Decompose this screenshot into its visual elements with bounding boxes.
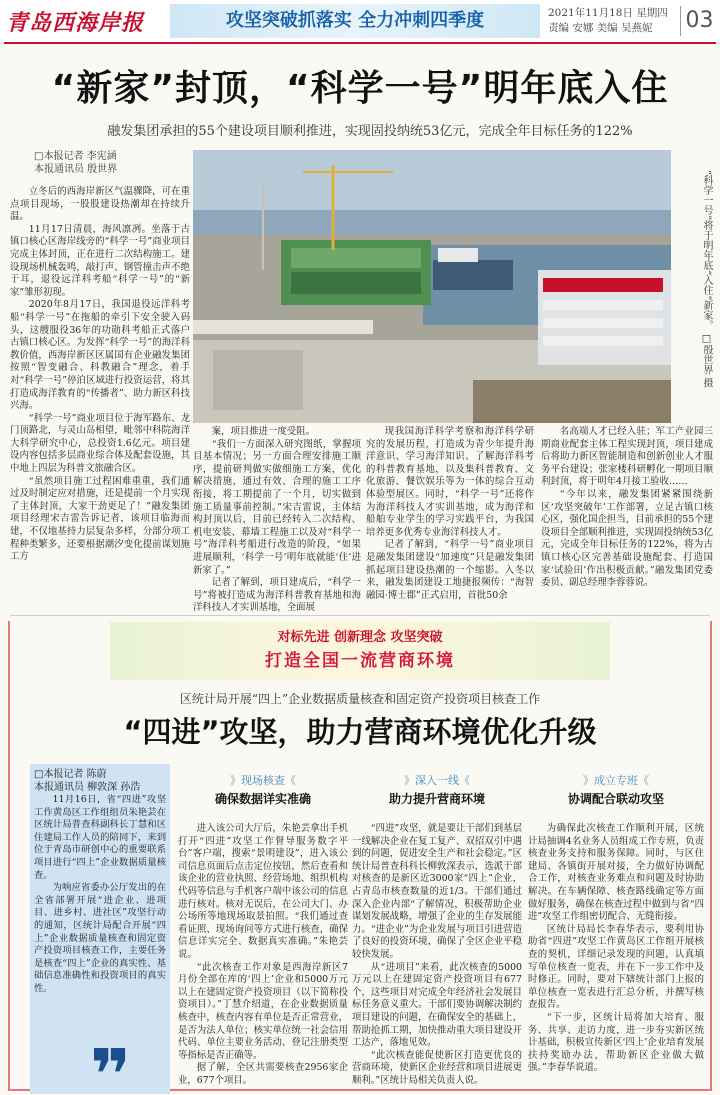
paragraph: 名高端人才已经入驻；军工产业园三期商业配套主体工程实现封顶，项目建成后将助力新区智能制造和创新创业人才服务平台建设；张家楼科研孵化一期项目顺利封顶，将于明年4月接工验收……: [541, 426, 713, 488]
banner-title: 打造全国一流营商环境: [265, 651, 455, 671]
section-body: [352, 823, 522, 1087]
section-kicker: 》成立专班《: [583, 774, 649, 787]
paragraph: “虽然项目施工过程困难重重，我们通过及时制定应对措施，还是提前一个月实现了主体封顶，大家干劲更足了！”融发集团项目经理宋吉雷告诉记者，该项目临海而建，不仅地基持力层复杂多样，分部分项工程种类繁多，还要根据潮汐变化提前谋划施工方: [10, 475, 190, 563]
paragraph: 区统计局局长李春华表示，要利用协助省“四进”攻坚工作黄岛区工作组开展核查的契机，详细记录发现的问题，认真填写单位核查一览表，并在下一步工作中及时修正。同时，要对下辖统计部门上报的单位核查一览表进行汇总分析，并撰写核查报告。: [528, 923, 704, 1011]
slogan-text: 攻坚突破抓落实 全力冲刺四季度: [225, 10, 485, 31]
paragraph: 11月17日清晨，海风凛冽。坐落于古镇口核心区海岸线旁的“科学一号”商业项目完成主体封顶，正在进行二次结构施工。建设现场机械轰鸣，敲打声、钢管撞击声不绝于耳，退役远洋科考船“科学一号”的“新家”雏形初现。: [10, 223, 190, 298]
slogan-banner: [170, 4, 540, 38]
page-number: 03: [680, 6, 718, 36]
article1-byline: [34, 150, 194, 176]
issue-info: [548, 6, 678, 36]
section-title: 确保数据详实准确: [214, 792, 311, 806]
paragraph: “四进”攻坚，就是要让干部们到基层一线解决企业在复工复产、双招双引中遇到的问题，促进安全生产和社会稳定。”区统计局普查科科长柳敦深表示，选派干部对核查的是新区近3000家“四上”企业，占青岛市核查数量的近1/3。干部们通过深入企业内部“了解情况，积极帮助企业谋划发展战略，增强了企业的生存发展能力。“进企业”为企业发展与项目引进营造了良好的投资环境，确保了全区企业平稳较快发展。: [352, 823, 522, 960]
page-header: [0, 0, 720, 42]
article1-column-2: [193, 426, 361, 615]
paragraph: 2020年8月17日，我国退役远洋科考船“科学一号”在拖船的牵引下安全驶入码头，这艘服役36年的功勋科考船正式落户古镇口核心区。为发挥“科学一号”的海洋科教价值，西海岸新区区属国有企业融发集团按照“智变融合、科教融合”理念，着手对“科学一号”停泊区域进行投资运营，将其打造成海洋教育的“传播者”、助力新区科技兴海。: [10, 299, 190, 412]
section-title: 协调配合联动攻坚: [567, 792, 664, 806]
quote-mark-icon: ❞: [90, 1034, 132, 1095]
section-body: [528, 823, 704, 1075]
section-field-check: [178, 772, 348, 1087]
byline-reporter: □本报记者 陈蔚: [34, 769, 107, 780]
lead-text: [34, 794, 166, 996]
byline-reporter: □本报记者 李宪涵: [34, 151, 117, 162]
section-divider: [10, 615, 710, 616]
article1-column-4: [541, 426, 713, 590]
section-kicker: 》现场核查《: [230, 774, 296, 787]
campaign-banner: [110, 622, 610, 680]
byline-correspondent: 本报通讯员 柳敦深 孙浩: [34, 782, 141, 793]
article1-column-3: [366, 426, 534, 602]
section-kicker: 》深入一线《: [404, 774, 470, 787]
construction-site-photo: [193, 150, 671, 423]
main-headline: “新家”封顶，“科学一号”明年底入住: [51, 68, 669, 109]
newspaper-logo: 青岛西海岸报: [6, 10, 145, 36]
paragraph: “此次核查能促使新区打造更优良的营商环境，使新区企业经营和项目进展更顺利。”区统计局相关负责人说。: [352, 1049, 522, 1086]
article1-column-1: [10, 186, 190, 564]
main-subheadline: 融发集团承担的55个建设项目顺利推进，实现固投纳统53亿元，完成全年目标任务的122%: [107, 124, 633, 139]
byline-correspondent: 本报通讯员 殷世界: [34, 164, 118, 175]
header-divider: [4, 42, 716, 44]
paragraph: 从“进项目”来看，此次核查的5000万元以上在建固定资产投资项目有677个，这些项目对完成全年经济社会发展目标任务意义重大。干部们要协调解决制约项目建设的问题，在确保安全的基础上，帮助抢抓工期，加快推动重大项目建设开工达产，落地见效。: [352, 961, 522, 1049]
paragraph: “此次核查工作对象是西海岸新区7月份全部在库的‘四上’企业和5000万元以上在建固定资产投资项目（以下简称投资项目）。”丁慧介绍道，在企业数据质量核查中，核查内容有单位是否正常营业，是否为法人单位；核实单位统一社会信用代码、单位主要业务活动、登记注册类型等指标是否正确等。: [178, 961, 348, 1061]
paragraph: 案，项目推进一度受阻。: [211, 426, 315, 437]
paragraph: 进入该公司大厅后，朱艳芸拿出手机打开“四进”攻坚工作督导服务数字平台”客户端，搜索“景明建设”，进入该公司信息页面后点击定位按钮，然后查看和该企业的营业执照、经营场地、组织机构代码等信息与手机客户端中该公司的信息进行核对。核对无误后，在公司大门、办公场所等地现场取景拍照。“我们通过查看证照、现场询问等方式进行核查，确保信息详实完全、数据真实准确。”朱艳芸说。: [178, 823, 348, 960]
paragraph: “科学一号”商业项目位于海军路东、龙门顶路北，与灵山岛相望，毗邻中科院海洋大科学研究中心，总投资1.6亿元。项目建设内容包括多层商业综合体及配套设施，其中地上四层为科普文旅融合区。: [10, 412, 190, 475]
paragraph: “今年以来，融发集团紧紧围绕新区‘攻坚突破年’工作部署，立足古镇口核心区，强化国企担当，目前承担的55个建设项目全部顺利推进，实现固投纳统53亿元，完成全年目标任务的122%，将为古镇口核心区完善基础设施配套、打造国家‘试验田’作出积极贡献。”融发集团党委委员、副总经理李蓉蓉说。: [541, 488, 713, 589]
paragraph: 现我国海洋科学考察和海洋科学研究的发展历程，打造成为青少年提升海洋意识、学习海洋知识、了解海洋科考的科普教育基地，以及集科普教育、文化旅游、餐饮娱乐等为一体的综合互动体验型展区。同时，“科学一号”还将作为海洋科技人才实训基地，成为海洋和船舶专业学生的学习实践平台，为我国培养更多优秀专业海洋科技人才。: [366, 426, 534, 538]
paragraph: 为确保此次核查工作顺利开展，区统计局抽调4名业务人员组成工作专班，负责核查业务支持和服务保障。同时，与区住建局、各镇街开展对接，全力做好协调配合工作，对核查业务难点和问题及时协助解决。在车辆保障、核查路线确定等方面做好服务，确保在核查过程中做到与省“四进”攻坚工作组密切配合、无缝衔接。: [528, 823, 704, 923]
paragraph: “下一步，区统计局将加大培育、服务、共享、走访力度，进一步夯实新区统计基础，积极宣传新区‘四上’企业培育发展扶持奖励办法，帮助新区企业做大做强。”李春华说道。: [528, 1011, 704, 1074]
paragraph: “我们一方面深入研究图纸，掌握项目基本情况；另一方面合理安排施工顺序，提前研判做实做细施工方案，优化解决措施，通过有效、合理的施工工序衔接，将工期提前了一个月，切实做到施工质量事前控制。”宋吉雷说，主体结构封顶以后，目前已经转入二次结构、机电安装、幕墙工程施工以及对“科学一号”海洋科考船进行改造的阶段，“如果进展顺利，‘科学一号’明年底就能‘住’进新家了。”: [193, 438, 361, 576]
article2-kicker: 区统计局开展“四上”企业数据质量核查和固定资产投资项目核查工作: [179, 692, 541, 706]
section-body: [178, 823, 348, 1087]
editor-credits: 责编 安娜 美编 吴燕妮: [548, 22, 653, 34]
paragraph: 11月16日，省“四进”攻坚工作黄岛区工作组组员朱艳芸在区统计局普查科副科长丁慧和区住建局工作人员的陪同下，来到位于青岛市研创中心的重要联系项目进行“四上”企业数据质量核查。: [34, 794, 166, 881]
section-frontline: [352, 772, 522, 1087]
section-task-force: [528, 772, 704, 1075]
section-title: 助力提升营商环境: [388, 792, 485, 806]
paragraph: 据了解，全区共需要核查2956家企业，677个项目。: [178, 1062, 348, 1086]
paragraph: 为响应省委办公厅发出的在全省部署开展“进企业、进项目、进乡村、进社区”攻坚行动的通知，区统计局配合开展“四上”企业数据质量核查和固定资产投资项目核查工作，主要任务是核查“四上”企业的真实性、基础信息准确性和投资项目的真实性。: [34, 882, 166, 994]
aerial-photo-illustration: [193, 150, 671, 423]
article2-byline: [34, 768, 169, 794]
article2-headline: “四进”攻坚，助力营商环境优化升级: [123, 715, 597, 749]
issue-date: 2021年11月18日 星期四: [548, 7, 668, 19]
paragraph: 立冬后的西海岸新区气温骤降，可在重点项目现场，一股股建设热潮却在持续升温。: [10, 186, 190, 223]
paragraph: 记者了解到，项目建成后，“科学一号”将被打造成为海洋科普教育基地和海洋科技人才实训基地，全面展: [193, 577, 361, 614]
banner-tagline: 对标先进 创新理念 攻坚突破: [277, 630, 443, 645]
photo-caption: “科学一号”将于明年底“入住”新家。 □殷世界 摄: [701, 170, 712, 388]
paragraph: 记者了解到，“科学一号”商业项目是融发集团建设“加速度”只是融发集团抓起项目建设热潮的一个缩影。入冬以来，融发集团建设工地捷报频传：“海智融园·博士郡”正式启用，首批50余: [366, 539, 534, 601]
